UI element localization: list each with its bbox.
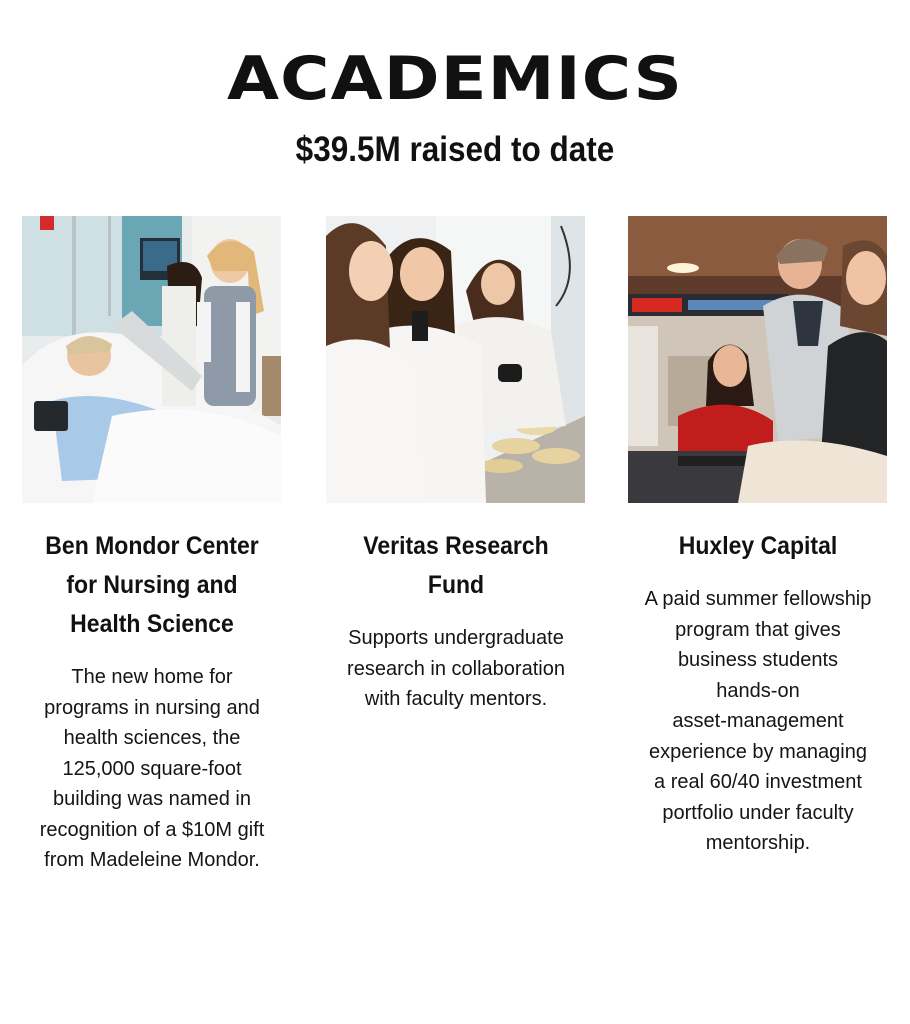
page-subtitle: $39.5M raised to date bbox=[295, 130, 615, 169]
card-description: A paid summer fellowship program that gives business students hands-on asset-management experience by managing a real 60/40 investment portfolio under faculty mentorship. bbox=[644, 588, 872, 854]
page-title: ACADEMICS bbox=[227, 44, 683, 114]
card-description: Supports undergraduate research in collaboration with faculty mentors. bbox=[347, 627, 565, 710]
trading-room-photo bbox=[628, 216, 887, 503]
program-card-nursing bbox=[22, 216, 282, 876]
nursing-simulation-photo bbox=[22, 216, 281, 503]
program-card-huxley bbox=[628, 216, 888, 859]
card-title: Veritas Research Fund bbox=[363, 532, 549, 599]
program-card-research bbox=[326, 216, 586, 715]
card-title: Ben Mondor Center for Nursing and Health Science bbox=[45, 532, 259, 638]
research-lab-photo bbox=[326, 216, 585, 503]
card-title: Huxley Capital bbox=[678, 532, 838, 560]
card-description: The new home for programs in nursing and health sciences, the 125,000 square-foot building was named in recognition of a $10M gift from Madeleine Mondor. bbox=[39, 666, 265, 871]
